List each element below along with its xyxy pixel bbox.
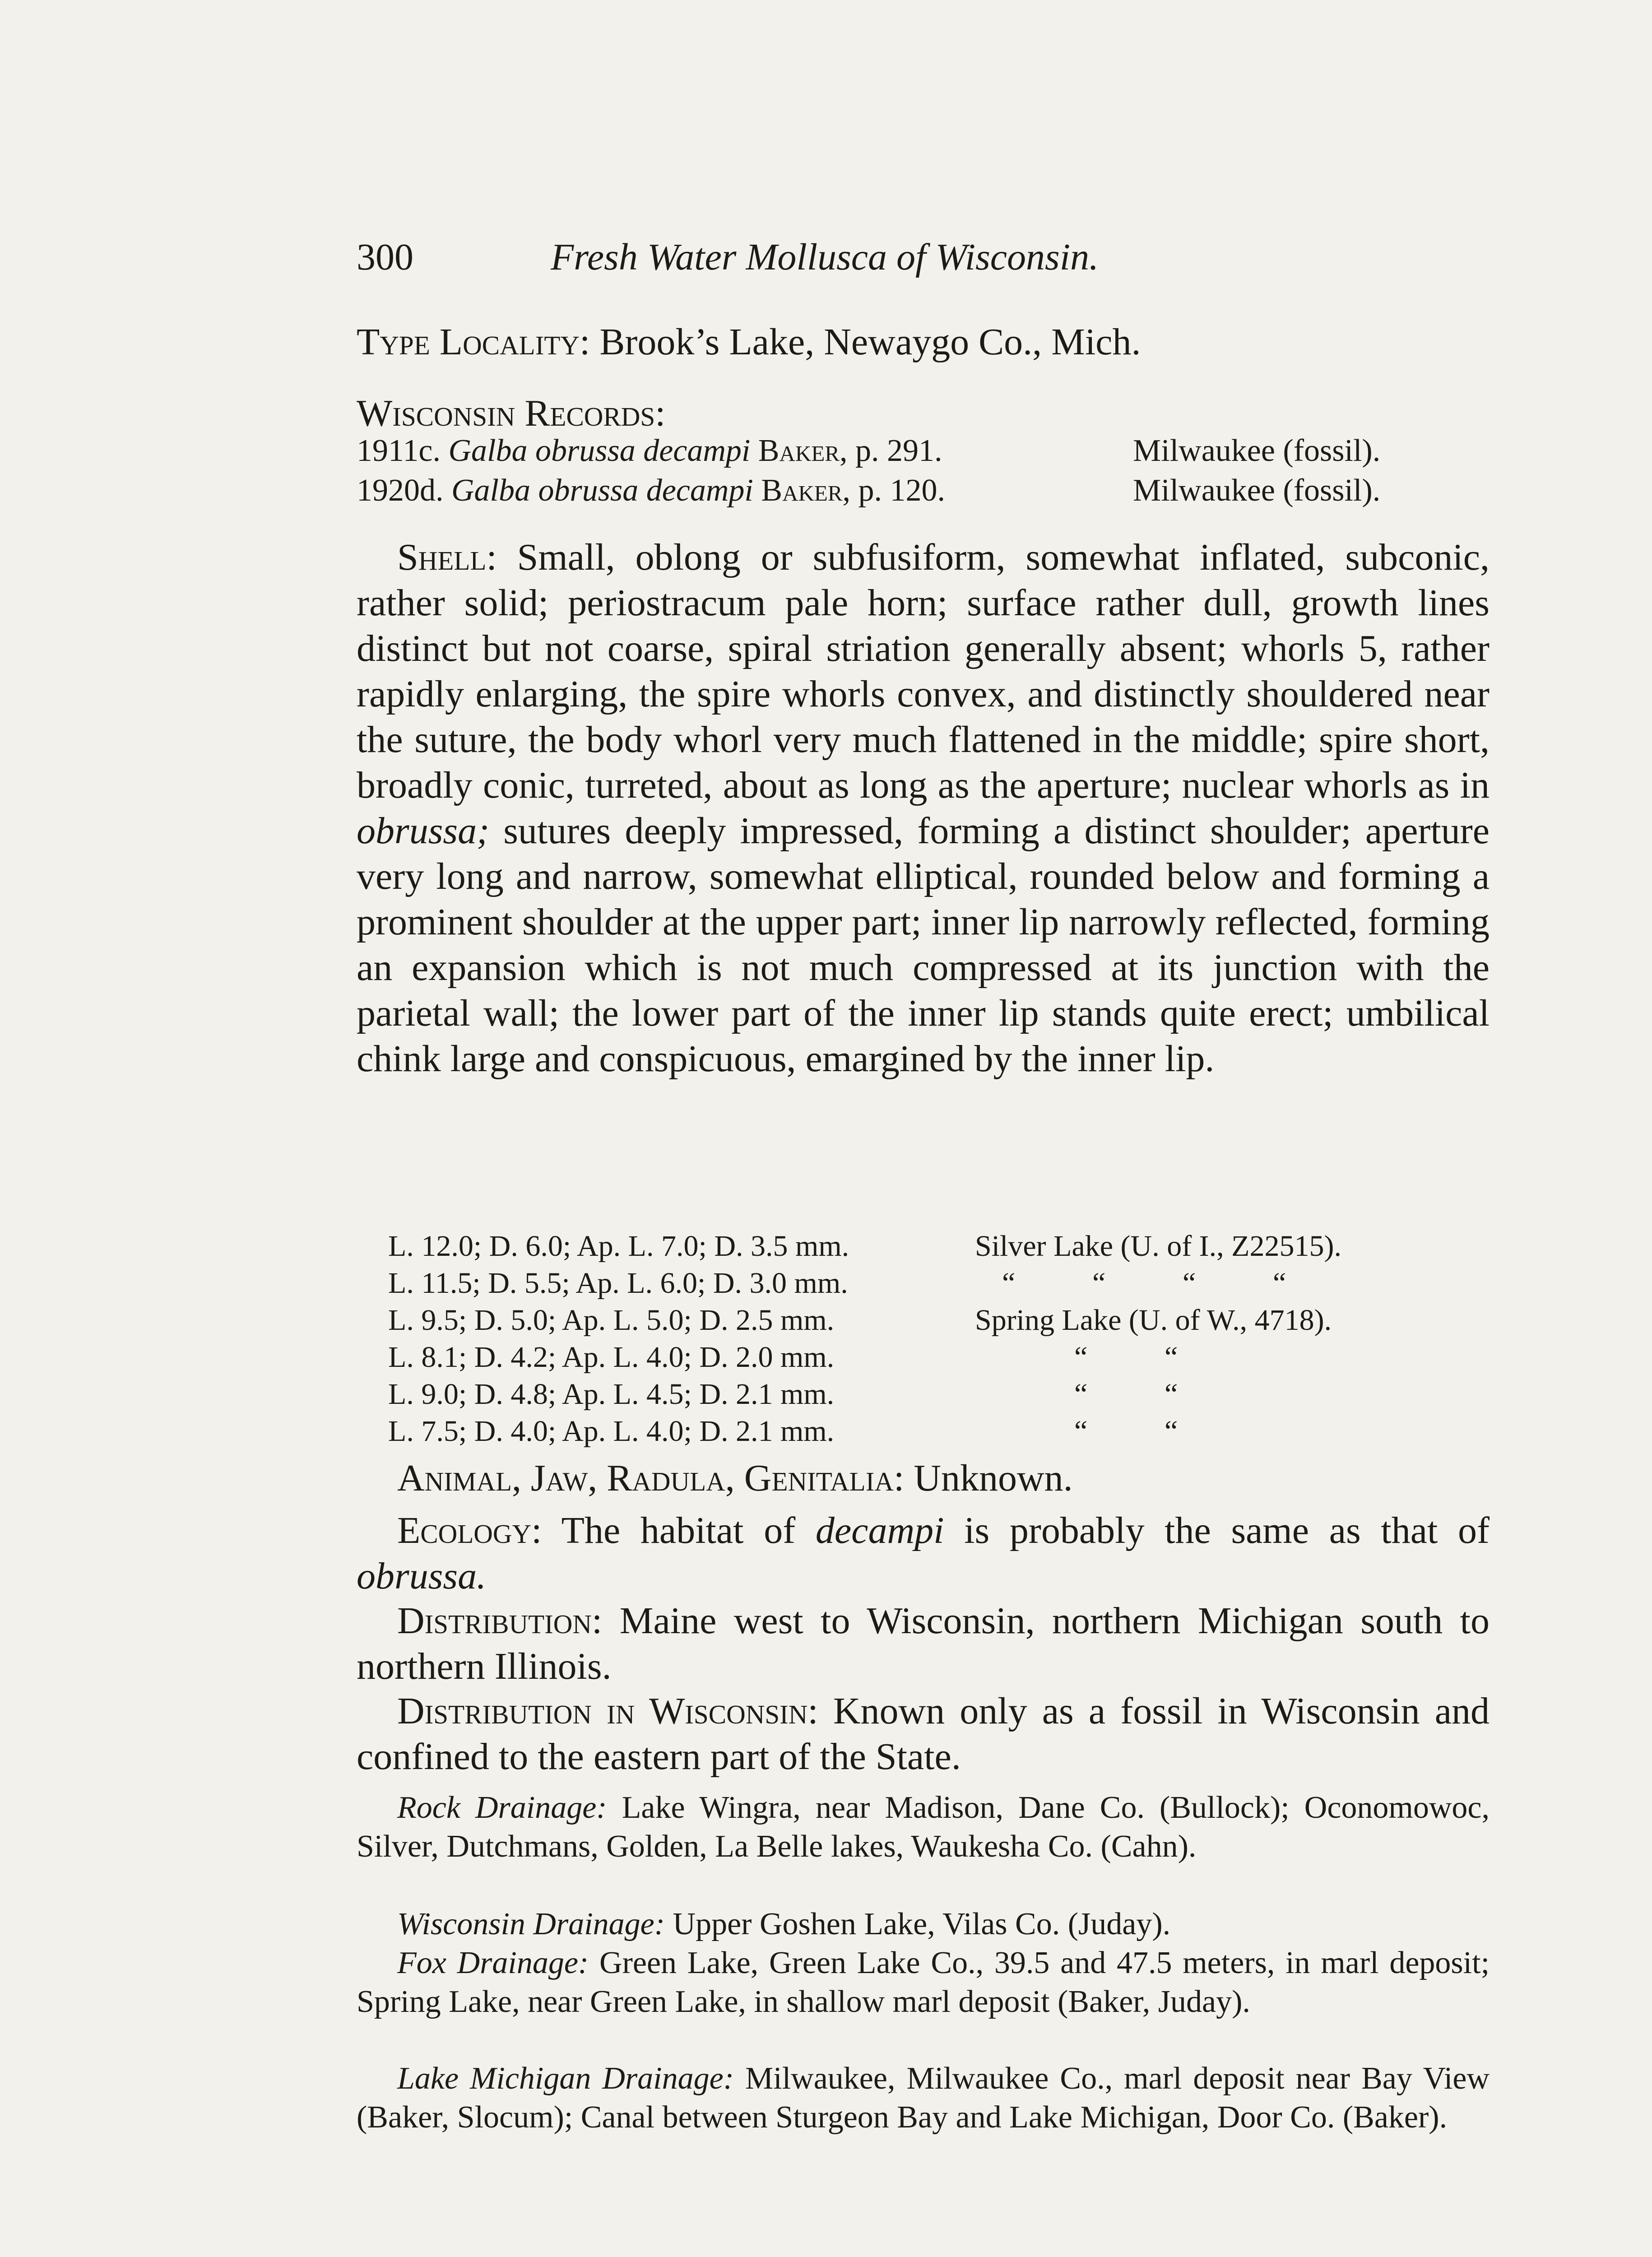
record-ref: 1920d. (357, 473, 444, 508)
animal-text: Unknown. (914, 1457, 1073, 1499)
ditto-mark: “ (1074, 1415, 1088, 1448)
ditto-mark: “ (1183, 1267, 1196, 1300)
measurement-row (388, 1302, 1490, 1339)
measurement-values: L. 9.5; D. 5.0; Ap. L. 5.0; D. 2.5 mm. (388, 1304, 835, 1337)
distribution-wi-text: Known only as a fossil in Wisconsin and confined to the eastern part of the State. (357, 1690, 1490, 1778)
shell-text-1: Small, oblong or subfusiform, somewhat inflated, subconic, rather solid; periostracum pale horn; surface rather dull, growth lines distinct but not coarse, spiral striation generally absent; whorls 5, rather rapidly enlarging, the spire whorls convex, and distinctly shouldered near the suture, the body whorl very much flattened in the middle; spire short, broadly conic, turreted, about as long as the aperture; nuclear whorls as in (357, 536, 1490, 806)
wisconsin-records-heading (357, 390, 1490, 437)
record-note: Milwaukee (fossil). (1133, 433, 1381, 468)
record-ref: 1911c. (357, 433, 441, 468)
ditto-marks (975, 1339, 1255, 1376)
measurement-values: L. 7.5; D. 4.0; Ap. L. 4.0; D. 2.1 mm. (388, 1415, 835, 1448)
record-author: Baker (758, 433, 840, 468)
animal-section (357, 1455, 1490, 1501)
record-page: , p. 120. (842, 473, 945, 508)
ecology-italic-1: decampi (815, 1509, 944, 1551)
measurement-locality: Spring Lake (U. of W., 4718). (975, 1304, 1332, 1337)
type-locality (357, 319, 1490, 366)
type-locality-text: Brook’s Lake, Newaygo Co., Mich. (599, 321, 1141, 363)
wisconsin-records-label: Wisconsin Records: (357, 392, 666, 434)
measurement-row (388, 1339, 1490, 1376)
distribution-label: Distribution: (397, 1600, 603, 1642)
running-head (357, 235, 1490, 280)
drainage-wisconsin (357, 1905, 1490, 1944)
ecology-text-2: is probably the same as that of (964, 1509, 1490, 1551)
shell-description (357, 534, 1490, 1082)
ditto-mark: “ (1273, 1267, 1286, 1300)
distribution-text: Maine west to Wisconsin, northern Michigan south to northern Illinois. (357, 1600, 1490, 1687)
drainage-text: Green Lake, Green Lake Co., 39.5 and 47.5 meters, in marl deposit; Spring Lake, near Green Lake, in shallow marl deposit (Baker, Juday). (357, 1946, 1490, 2019)
ecology-section (357, 1508, 1490, 1599)
drainage-text: Lake Wingra, near Madison, Dane Co. (Bullock); Oconomowoc, Silver, Dutchmans, Golden, La Belle lakes, Waukesha Co. (Cahn). (357, 1790, 1490, 1864)
ditto-mark: “ (1092, 1267, 1106, 1300)
drainage-lake-michigan (357, 2059, 1490, 2137)
drainage-fox (357, 1944, 1490, 2021)
drainage-text: Upper Goshen Lake, Vilas Co. (Juday). (673, 1907, 1171, 1941)
drainage-text: Milwaukee, Milwaukee Co., marl deposit near Bay View (Baker, Slocum); Canal between Sturgeon Bay and Lake Michigan, Door Co. (Baker). (357, 2061, 1490, 2135)
measurement-row (388, 1228, 1490, 1265)
distribution-wi-label: Distribution in Wisconsin: (397, 1690, 818, 1732)
ditto-mark: “ (1165, 1415, 1178, 1448)
ecology-italic-2: obrussa. (357, 1555, 487, 1597)
drainage-name: Wisconsin Drainage: (397, 1907, 665, 1941)
record-entry (357, 471, 1490, 510)
record-taxon: Galba obrussa decampi (451, 473, 753, 508)
ditto-mark: “ (1002, 1267, 1016, 1300)
drainage-name: Rock Drainage: (397, 1790, 607, 1825)
measurement-values: L. 9.0; D. 4.8; Ap. L. 4.5; D. 2.1 mm. (388, 1378, 835, 1411)
record-note: Milwaukee (fossil). (1133, 473, 1381, 508)
shell-label: Shell: (397, 536, 497, 578)
measurement-locality: Silver Lake (U. of I., Z22515). (975, 1230, 1341, 1263)
distribution-section (357, 1598, 1490, 1689)
measurement-row (388, 1413, 1490, 1450)
record-author: Baker (761, 473, 843, 508)
ditto-mark: “ (1074, 1378, 1088, 1411)
running-title: Fresh Water Mollusca of Wisconsin. (551, 236, 1099, 278)
distribution-wisconsin-section (357, 1688, 1490, 1779)
measurement-values: L. 12.0; D. 6.0; Ap. L. 7.0; D. 3.5 mm. (388, 1230, 849, 1263)
ecology-text-1: The habitat of (561, 1509, 796, 1551)
page-number: 300 (357, 236, 413, 278)
type-locality-label: Type Locality: (357, 321, 590, 363)
ditto-marks (975, 1265, 1363, 1302)
ditto-mark: “ (1165, 1378, 1178, 1411)
measurement-row (388, 1376, 1490, 1413)
drainage-rock (357, 1788, 1490, 1866)
ditto-marks (975, 1413, 1255, 1450)
ecology-label: Ecology: (397, 1509, 542, 1551)
record-page: , p. 291. (839, 433, 942, 468)
shell-italic: obrussa; (357, 810, 490, 852)
ditto-marks (975, 1376, 1255, 1413)
animal-label: Animal, Jaw, Radula, Genitalia: (397, 1457, 905, 1499)
drainage-name: Fox Drainage: (397, 1946, 589, 1980)
record-entry (357, 432, 1490, 470)
drainage-name: Lake Michigan Drainage: (397, 2061, 734, 2096)
ditto-mark: “ (1074, 1341, 1088, 1374)
measurement-values: L. 8.1; D. 4.2; Ap. L. 4.0; D. 2.0 mm. (388, 1341, 835, 1374)
record-taxon: Galba obrussa decampi (448, 433, 751, 468)
measurement-values: L. 11.5; D. 5.5; Ap. L. 6.0; D. 3.0 mm. (388, 1267, 848, 1300)
measurement-row (388, 1265, 1490, 1302)
ditto-mark: “ (1165, 1341, 1178, 1374)
shell-text-2: sutures deeply impressed, forming a distinct shoulder; aperture very long and narrow, somewhat elliptical, rounded below and forming a prominent shoulder at the upper part; inner lip narrowly reflected, forming an expansion which is not much compressed at its junction with the parietal wall; the lower part of the inner lip stands quite erect; umbilical chink large and conspicuous, emargined by the inner lip. (357, 810, 1490, 1080)
